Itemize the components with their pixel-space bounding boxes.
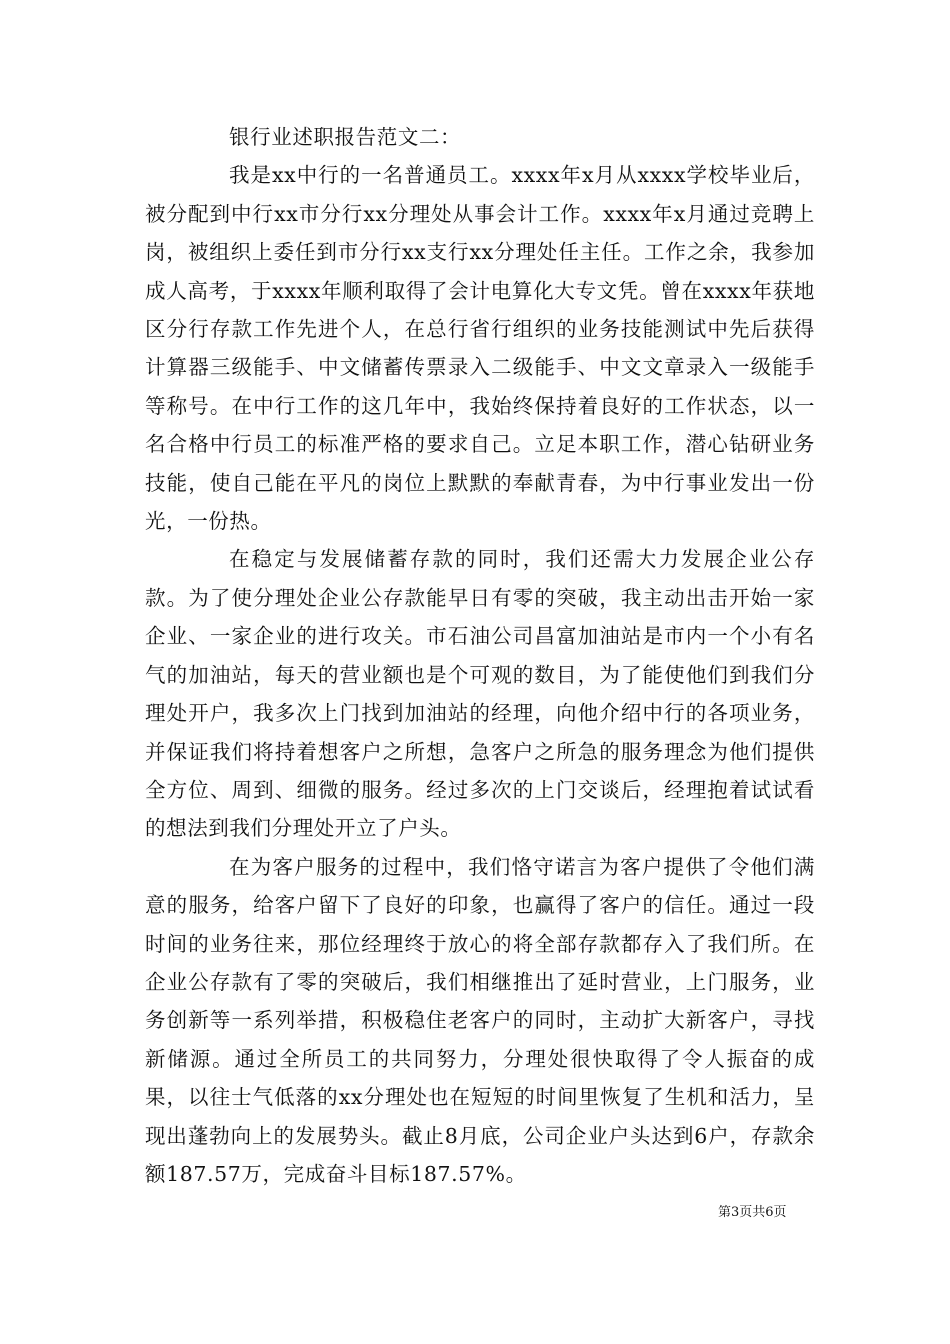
- paragraph-3: 在为客户服务的过程中，我们恪守诺言为客户提供了令他们满意的服务，给客户留下了良好的印象，也赢得了客户的信任。通过一段时间的业务往来，那位经理终于放心的将全部存款都存入了我们所。在企业公存款有了零的突破后，我们相继推出了延时营业，上门服务，业务创新等一系列举措，积极稳住老客户的同时，主动扩大新客户，寻找新储源。通过全所员工的共同努力，分理处很快取得了令人振奋的成果，以往士气低落的xx分理处也在短短的时间里恢复了生机和活力，呈现出蓬勃向上的发展势头。截止8月底，公司企业户头达到6户，存款余额187.57万，完成奋斗目标187.57%。: [145, 854, 815, 1186]
- section-heading: 银行业述职报告范文二：: [229, 125, 462, 149]
- document-body: [145, 118, 815, 1193]
- paragraph-1: 我是xx中行的一名普通员工。xxxx年x月从xxxx学校毕业后，被分配到中行xx市分行xx分理处从事会计工作。xxxx年x月通过竞聘上岗，被组织上委任到市分行xx支行xx分理处任主任。工作之余，我参加成人高考，于xxxx年顺利取得了会计电算化大专文凭。曾在xxxx年获地区分行存款工作先进个人，在总行省行组织的业务技能测试中先后获得计算器三级能手、中文储蓄传票录入二级能手、中文文章录入一级能手等称号。在中行工作的这几年中，我始终保持着良好的工作状态，以一名合格中行员工的标准严格的要求自己。立足本职工作，潜心钻研业务技能，使自己能在平凡的岗位上默默的奉献青春，为中行事业发出一份光，一份热。: [145, 163, 815, 534]
- page-number-footer: 第3页共6页: [718, 1205, 787, 1220]
- paragraph-2: 在稳定与发展储蓄存款的同时，我们还需大力发展企业公存款。为了使分理处企业公存款能早日有零的突破，我主动出击开始一家企业、一家企业的进行攻关。市石油公司昌富加油站是市内一个小有名气的加油站，每天的营业额也是个可观的数目，为了能使他们到我们分理处开户，我多次上门找到加油站的经理，向他介绍中行的各项业务，并保证我们将持着想客户之所想，急客户之所急的服务理念为他们提供全方位、周到、细微的服务。经过多次的上门交谈后，经理抱着试试看的想法到我们分理处开立了户头。: [145, 547, 815, 841]
